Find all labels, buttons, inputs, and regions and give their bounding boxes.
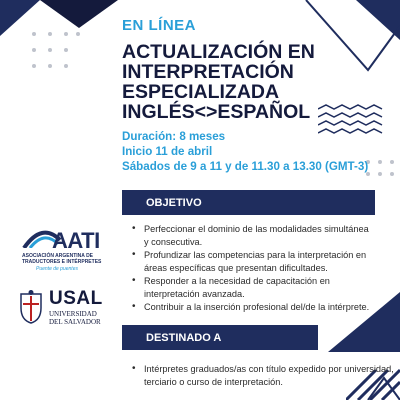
objetivo-heading-bar bbox=[122, 190, 375, 215]
aati-line1: ASOCIACIÓN ARGENTINA DE bbox=[22, 253, 94, 259]
usal-logo bbox=[19, 286, 111, 328]
title-line: ACTUALIZACIÓN EN bbox=[122, 41, 315, 63]
schedule-text: Sábados de 9 a 11 y de 11.30 a 13.30 (GMT-3) bbox=[122, 160, 369, 173]
usal-name: USAL bbox=[49, 288, 103, 309]
objetivo-heading: OBJETIVO bbox=[146, 196, 202, 209]
usal-line2: DEL SALVADOR bbox=[49, 318, 101, 326]
duration-text: Duración: 8 meses bbox=[122, 130, 226, 143]
course-title bbox=[122, 42, 372, 122]
online-label: EN LÍNEA bbox=[122, 17, 197, 34]
destinado-heading-bar bbox=[122, 325, 318, 350]
aati-logo bbox=[22, 226, 108, 278]
title-line: INGLÉS<>ESPAÑOL bbox=[122, 101, 311, 123]
list-item: • Responder a la necesidad de capacitación en interpretación avanzada. bbox=[132, 275, 372, 300]
list-item: • Profundizar las competencias para la interpretación en áreas específicas que presentan dificultades. bbox=[132, 249, 372, 274]
start-date-text: Inicio 11 de abril bbox=[122, 145, 213, 158]
aati-line2: TRADUCTORES E INTÉRPRETES bbox=[22, 259, 102, 265]
list-item: • Perfeccionar el dominio de las modalidades simultánea y consecutiva. bbox=[132, 223, 372, 248]
objetivo-list bbox=[132, 223, 372, 315]
title-line: INTERPRETACIÓN bbox=[122, 61, 294, 83]
destinado-list bbox=[132, 363, 394, 389]
title-line: ESPECIALIZADA bbox=[122, 81, 280, 103]
usal-crest-icon bbox=[19, 290, 43, 324]
usal-line1: UNIVERSIDAD bbox=[49, 310, 97, 318]
list-item: • Contribuir a la inserción profesional del/de la intérprete. bbox=[132, 301, 372, 314]
aati-name: AATI bbox=[52, 228, 100, 253]
aati-tagline: Puente de puentes bbox=[36, 266, 78, 272]
destinado-heading: DESTINADO A bbox=[146, 331, 222, 344]
course-details bbox=[122, 129, 368, 174]
dot-grid-decoration-left bbox=[30, 30, 80, 80]
list-item: • Intérpretes graduados/as con título expedido por universidad, terciario o curso de interpretación. bbox=[132, 363, 394, 388]
